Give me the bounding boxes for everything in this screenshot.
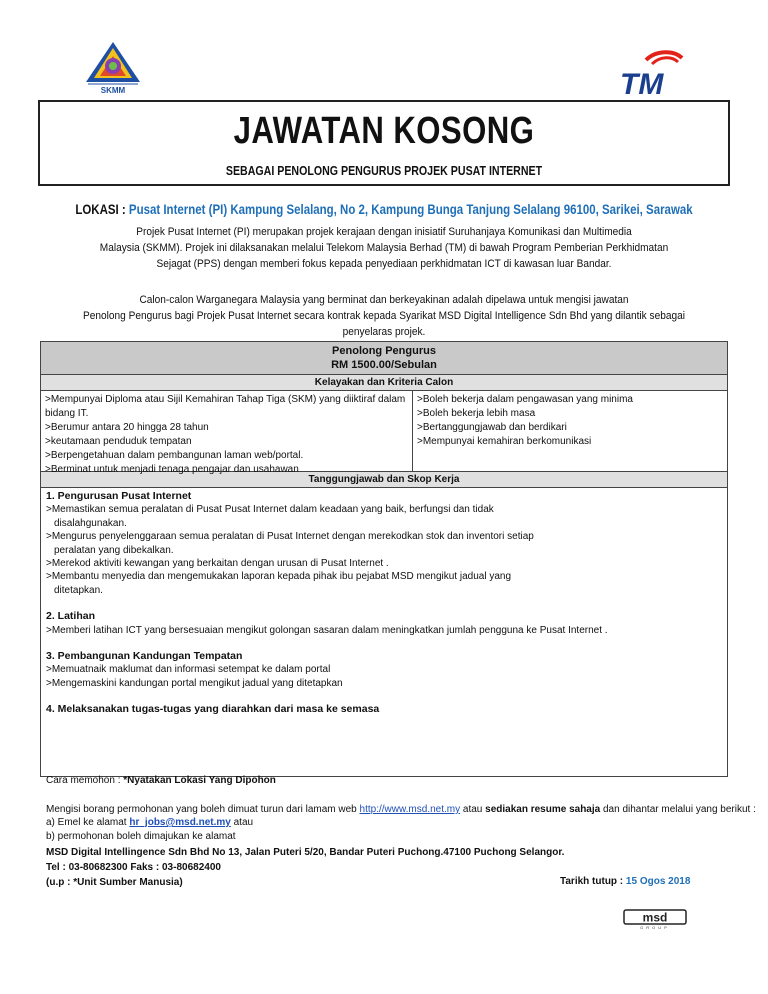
email-label: a) Emel ke alamat [46,817,130,828]
list-item: >Mengurus penyelenggaraan semua peralatan di Pusat Internet dengan merekodkan stok dan inventori setiap [46,531,534,543]
list-item: ditetapkan. [54,584,103,596]
criteria-left [41,391,413,475]
instruction-text: atau [460,804,486,815]
closing-date [560,876,690,887]
intro-p2-line: Penolong Pengurus bagi Projek Pusat Internet secara kontrak kepada Syarikat MSD Digital Intelligence Sdn Bhd yang dilantik sebagai penyelaras projek. [83,310,685,338]
intro-p1-line: Projek Pusat Internet (PI) merupakan projek kerajaan dengan inisiatif Suruhanjaya Komunikasi dan Multimedia [136,226,632,238]
scope-section-title: 1. Pengurusan Pusat Internet [46,490,192,502]
list-item: >Berpengetahuan dalam pembangunan laman web/portal. [45,450,304,461]
intro-p2-line: Calon-calon Warganegara Malaysia yang berminat dan berkeyakinan adalah dipelawa untuk mengisi jawatan [139,294,629,306]
location-value: Pusat Internet (PI) Kampung Selalang, No 2, Kampung Bunga Tanjung Selalang 96100, Sarikei, Sarawak [128,201,693,217]
svg-text:SKMM: SKMM [100,86,126,95]
list-item: >Boleh bekerja dalam pengawasan yang minima [417,394,633,405]
list-item: >Memberi latihan ICT yang bersesuaian mengikut golongan sasaran dalam meningkatkan jumlah pengguna ke Pusat Internet . [46,624,608,636]
criteria-row [41,391,727,475]
intro-paragraph-2 [68,292,701,340]
scope-section-title: 3. Pembangunan Kandungan Tempatan [46,650,243,663]
list-item: peralatan yang dibekalkan. [54,544,174,556]
phone-fax: Tel : 03-80682300 Faks : 03-80682400 [46,862,221,873]
list-item: >Berumur antara 20 hingga 28 tahun [45,422,209,433]
criteria-right [413,391,727,471]
attention: (u.p : *Unit Sumber Manusia) [46,877,183,888]
job-table [40,341,728,777]
website-link[interactable]: http://www.msd.net.my [359,804,461,815]
address: MSD Digital Intellingence Sdn Bhd No 13, Jalan Puteri 5/20, Bandar Puteri Puchong.47100 Puchong Selangor. [46,847,565,858]
svg-text:msd: msd [642,910,668,925]
criteria-header: Kelayakan dan Kriteria Calon [41,375,727,391]
svg-text:GROUP: GROUP [640,925,670,930]
instruction-bold: sediakan resume sahaja [485,804,601,815]
location-line [69,201,699,217]
tm-logo [616,50,690,98]
list-item: >Mengemaskini kandungan portal mengikut jadual yang ditetapkan [46,677,343,689]
email-link[interactable]: hr_jobs@msd.net.my [129,817,231,828]
intro-paragraph-1 [68,224,701,272]
list-item: >Memastikan semua peralatan di Pusat Pusat Internet dalam keadaan yang baik, berfungsi dan tidak [46,504,494,516]
scope-header: Tanggungjawab dan Skop Kerja [41,472,727,488]
list-item: >Bertanggungjawab dan berdikari [417,422,567,433]
list-item: >Berminat untuk menjadi tenaga pengajar dan usahawan [45,464,299,475]
scope-section-title: 4. Melaksanakan tugas-tugas yang diarahkan dari masa ke semasa [46,703,380,716]
closing-date-label: Tarikh tutup : [560,876,626,887]
location-label: LOKASI : [75,201,129,217]
page-title: JAWATAN KOSONG [233,110,535,152]
scope-section-title: 2. Latihan [46,610,96,623]
skmm-logo [78,40,148,96]
list-item: >Boleh bekerja lebih masa [417,408,536,419]
position-header [41,342,727,375]
list-item: >Mempunyai kemahiran berkomunikasi [417,436,592,447]
list-item: >Memuatnaik maklumat dan informasi setempat ke dalam portal [46,664,331,676]
salary: RM 1500.00/Sebulan [331,359,437,371]
intro-p1-line: Malaysia (SKMM). Projek ini dilaksanakan melalui Telekom Malaysia Berhad (TM) di bawah Program Pemberian Perkhidmatan [99,242,669,254]
list-item: >Merekod aktiviti kewangan yang berkaitan dengan urusan di Pusat Internet . [46,558,389,570]
instruction-text: Mengisi borang permohonan yang boleh dimuat turun dari lamam web [46,804,360,815]
closing-date-value: 15 Ogos 2018 [625,876,691,887]
page-subtitle: SEBAGAI PENOLONG PENGURUS PROJEK PUSAT INTERNET [225,164,543,178]
apply-method-value: *Nyatakan Lokasi Yang Dipohon [123,775,276,786]
list-item: disalahgunakan. [54,517,127,529]
apply-instructions [46,803,756,816]
email-line [46,816,253,829]
apply-method [46,774,276,787]
svg-text:TM: TM [620,68,664,98]
msd-logo [622,908,688,930]
email-suffix: atau [230,817,254,828]
address-intro: b) permohonan boleh dimajukan ke alamat [46,831,236,842]
scope-body [41,488,727,776]
list-item: >keutamaan penduduk tempatan [45,436,192,447]
list-item: >Membantu menyedia dan mengemukakan laporan kepada pihak ibu pejabat MSD mengikut jadual yang [46,571,512,583]
intro-p1-line: Sejagat (PPS) dengan memberi fokus kepada penyediaan perkhidmatan ICT di kawasan luar Bandar. [156,258,612,270]
position-title: Penolong Pengurus [332,345,436,357]
list-item: >Mempunyai Diploma atau Sijil Kemahiran Tahap Tiga (SKM) yang diiktiraf dalam bidang IT. [45,394,406,419]
apply-method-label: Cara memohon : [46,775,124,786]
instruction-text: dan dihantar melalui yang berikut : [600,804,756,815]
